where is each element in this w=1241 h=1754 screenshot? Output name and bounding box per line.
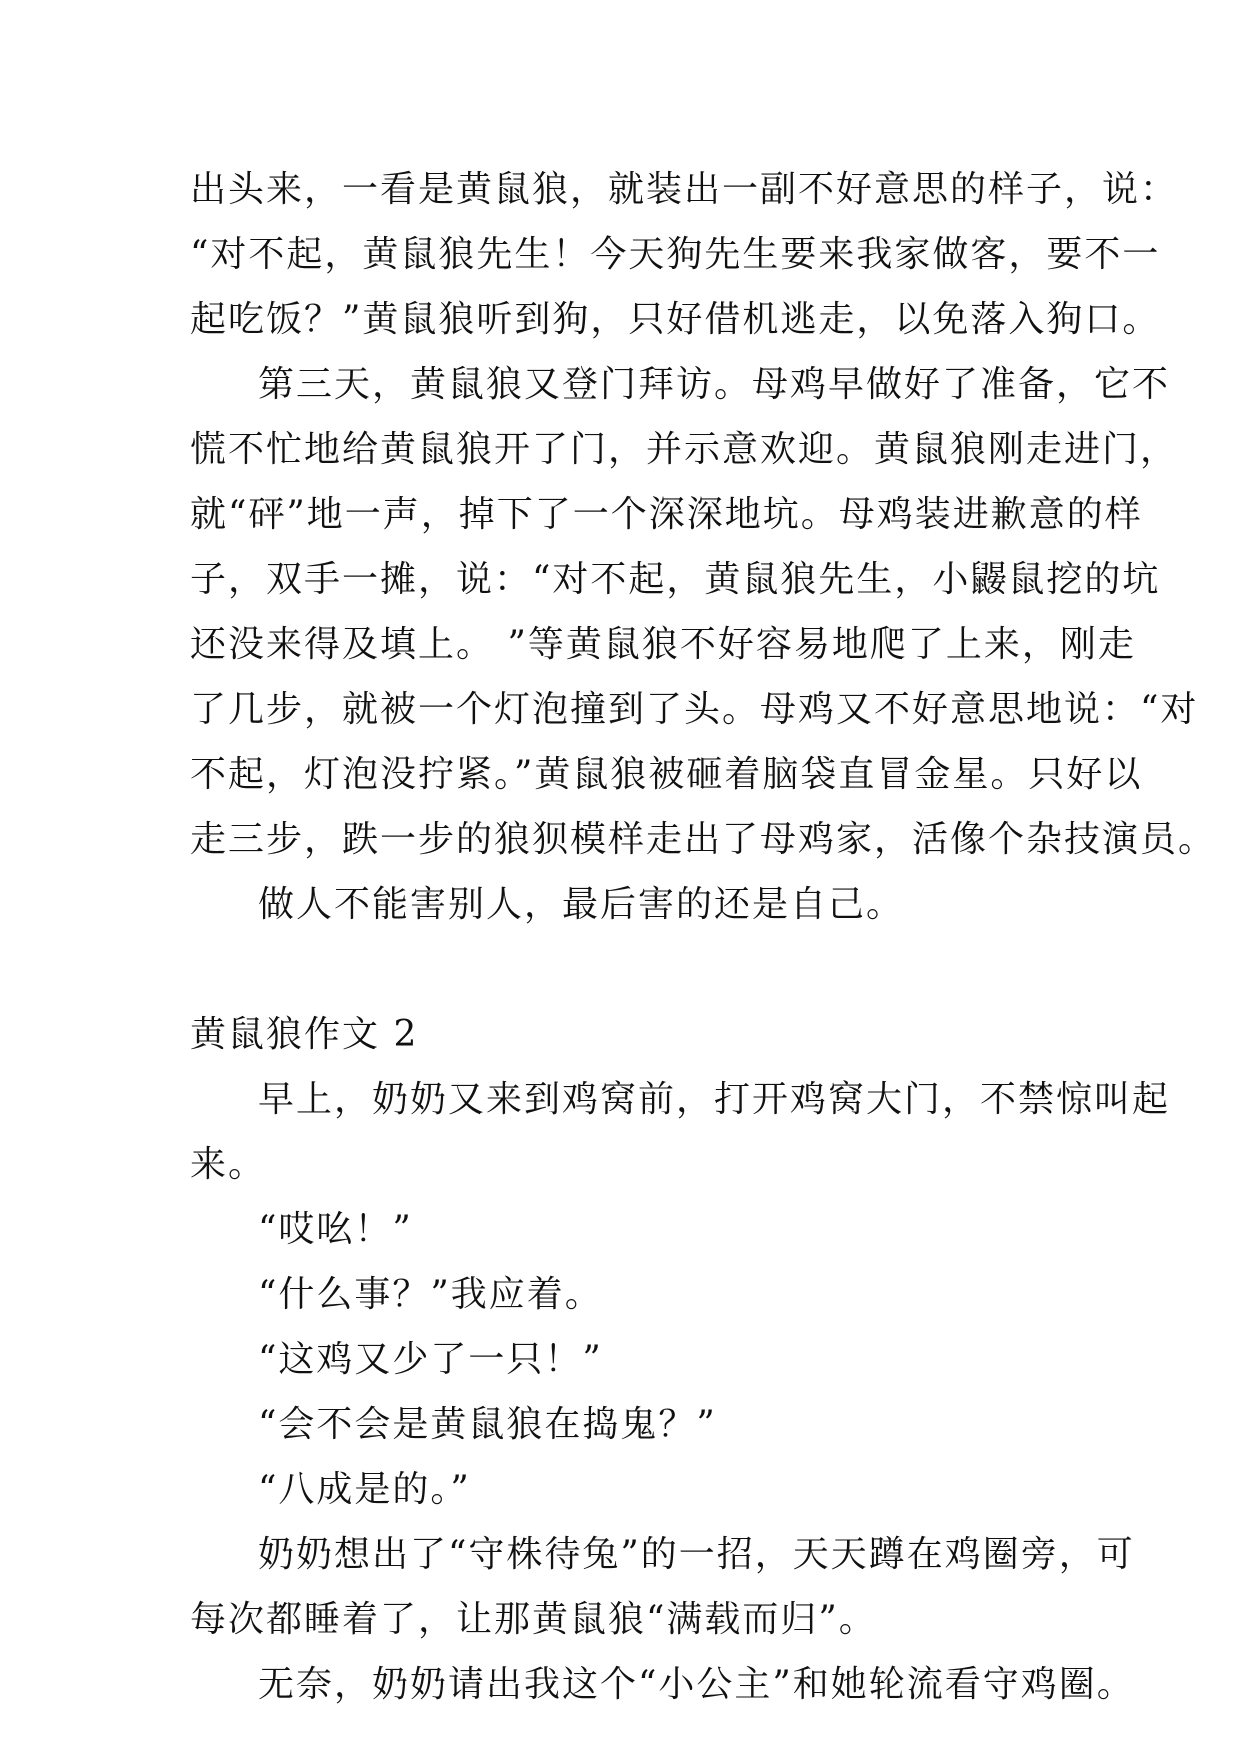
dialogue-line: “八成是的。” [258, 1469, 471, 1510]
dialogue-line: “什么事？”我应着。 [258, 1274, 603, 1315]
text-line: 走三步，跌一步的狼狈模样走出了母鸡家，活像个杂技演员。 [190, 819, 1217, 860]
text-line: 来。 [190, 1144, 267, 1185]
dialogue-line: “哎吆！” [258, 1209, 413, 1250]
dialogue-line: “这鸡又少了一只！” [258, 1339, 603, 1380]
text-line: 子，双手一摊，说：“对不起，黄鼠狼先生，小鼹鼠挖的坑 [190, 559, 1161, 600]
dialogue-line: “会不会是黄鼠狼在捣鬼？” [258, 1404, 717, 1445]
section-heading: 黄鼠狼作文 2 [190, 1014, 419, 1055]
text-line: 起吃饭？”黄鼠狼听到狗，只好借机逃走，以免落入狗口。 [190, 299, 1161, 340]
text-line: 第三天，黄鼠狼又登门拜访。母鸡早做好了准备，它不 [258, 364, 1171, 405]
text-line: “对不起，黄鼠狼先生！今天狗先生要来我家做客，要不一 [190, 234, 1161, 275]
text-line: 就“砰”地一声，掉下了一个深深地坑。母鸡装进歉意的样 [190, 494, 1143, 535]
text-line: 出头来，一看是黄鼠狼，就装出一副不好意思的样子，说： [190, 169, 1179, 210]
text-line: 奶奶想出了“守株待兔”的一招，天天蹲在鸡圈旁，可 [258, 1534, 1135, 1575]
text-line: 还没来得及填上。 ”等黄鼠狼不好容易地爬了上来，刚走 [190, 624, 1136, 665]
text-line: 做人不能害别人，最后害的还是自己。 [258, 884, 905, 925]
text-line: 不起，灯泡没拧紧。”黄鼠狼被砸着脑袋直冒金星。只好以 [190, 754, 1143, 795]
text-line: 了几步，就被一个灯泡撞到了头。母鸡又不好意思地说：“对 [190, 689, 1199, 730]
text-line: 早上，奶奶又来到鸡窝前，打开鸡窝大门，不禁惊叫起 [258, 1079, 1171, 1120]
text-line: 每次都睡着了，让那黄鼠狼“满载而归”。 [190, 1599, 877, 1640]
text-line: 慌不忙地给黄鼠狼开了门，并示意欢迎。黄鼠狼刚走进门， [190, 429, 1179, 470]
text-line: 无奈，奶奶请出我这个“小公主”和她轮流看守鸡圈。 [258, 1664, 1135, 1705]
